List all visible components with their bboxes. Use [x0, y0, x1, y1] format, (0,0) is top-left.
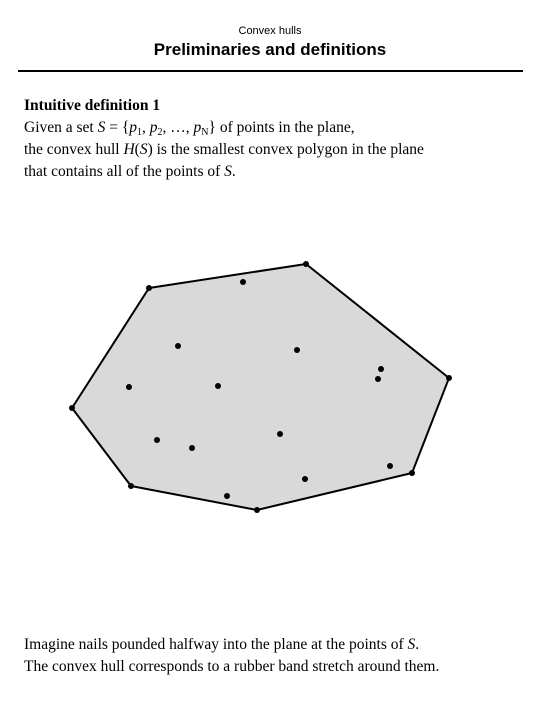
closing-line-2: The convex hull corresponds to a rubber band stretch around them. [24, 658, 440, 675]
interior-point [375, 376, 381, 382]
text-paren-close: ) [147, 141, 153, 158]
text-rest: is the smallest convex polygon in the plane [152, 141, 424, 158]
subscript-n: N [201, 127, 209, 138]
hull-symbol: H [123, 141, 135, 158]
text-rest: of points in the plane, [215, 119, 355, 136]
text-end: . [231, 163, 236, 180]
definition-line-2 [24, 139, 524, 161]
convex-hull-diagram [60, 255, 460, 520]
point-symbol: p [193, 119, 202, 136]
interior-point [224, 493, 230, 499]
definition-line-1 [24, 117, 524, 139]
interior-point [277, 431, 283, 437]
interior-point [387, 463, 393, 469]
hull-vertex [303, 261, 309, 267]
point-symbol: p [149, 119, 158, 136]
running-head: Convex hulls [238, 25, 302, 37]
text-paren-open: ( [134, 141, 140, 158]
subscript-1: 1 [137, 127, 143, 138]
interior-point [154, 437, 160, 443]
text-pre: Imagine nails pounded halfway into the plane at the points of [24, 636, 408, 653]
text-comma: , [142, 119, 150, 136]
interior-point [302, 476, 308, 482]
set-symbol: S [407, 636, 416, 653]
convex-hull-figure [60, 255, 460, 520]
interior-point [189, 445, 195, 451]
hull-vertex [254, 507, 260, 513]
text-given: Given a set [24, 119, 98, 136]
point-symbol: p [129, 119, 138, 136]
interior-point [378, 366, 384, 372]
definition-heading: Intuitive definition 1 [24, 97, 161, 114]
text-ellipsis: , …, [162, 119, 194, 136]
set-symbol: S [97, 119, 106, 136]
interior-point [126, 384, 132, 390]
page-title: Preliminaries and definitions [153, 40, 387, 59]
text-pre: that contains all of the points of [24, 163, 225, 180]
interior-point [215, 383, 221, 389]
hull-vertex [446, 375, 452, 381]
text-eq-open: = { [105, 119, 130, 136]
closing-paragraph [24, 634, 524, 678]
interior-point [240, 279, 246, 285]
hull-vertex [69, 405, 75, 411]
subscript-2: 2 [157, 127, 163, 138]
interior-point [294, 347, 300, 353]
closing-line-1 [24, 634, 524, 656]
hull-vertex [409, 470, 415, 476]
text-pre: the convex hull [24, 141, 124, 158]
definition-line-3 [24, 161, 524, 183]
text-end: . [415, 636, 420, 653]
interior-point [175, 343, 181, 349]
hull-vertex [128, 483, 134, 489]
set-symbol: S [139, 141, 148, 158]
set-symbol: S [224, 163, 232, 180]
title-rule [18, 70, 523, 72]
text-close: } [208, 119, 216, 136]
definition-block [24, 95, 524, 183]
hull-vertex [146, 285, 152, 291]
